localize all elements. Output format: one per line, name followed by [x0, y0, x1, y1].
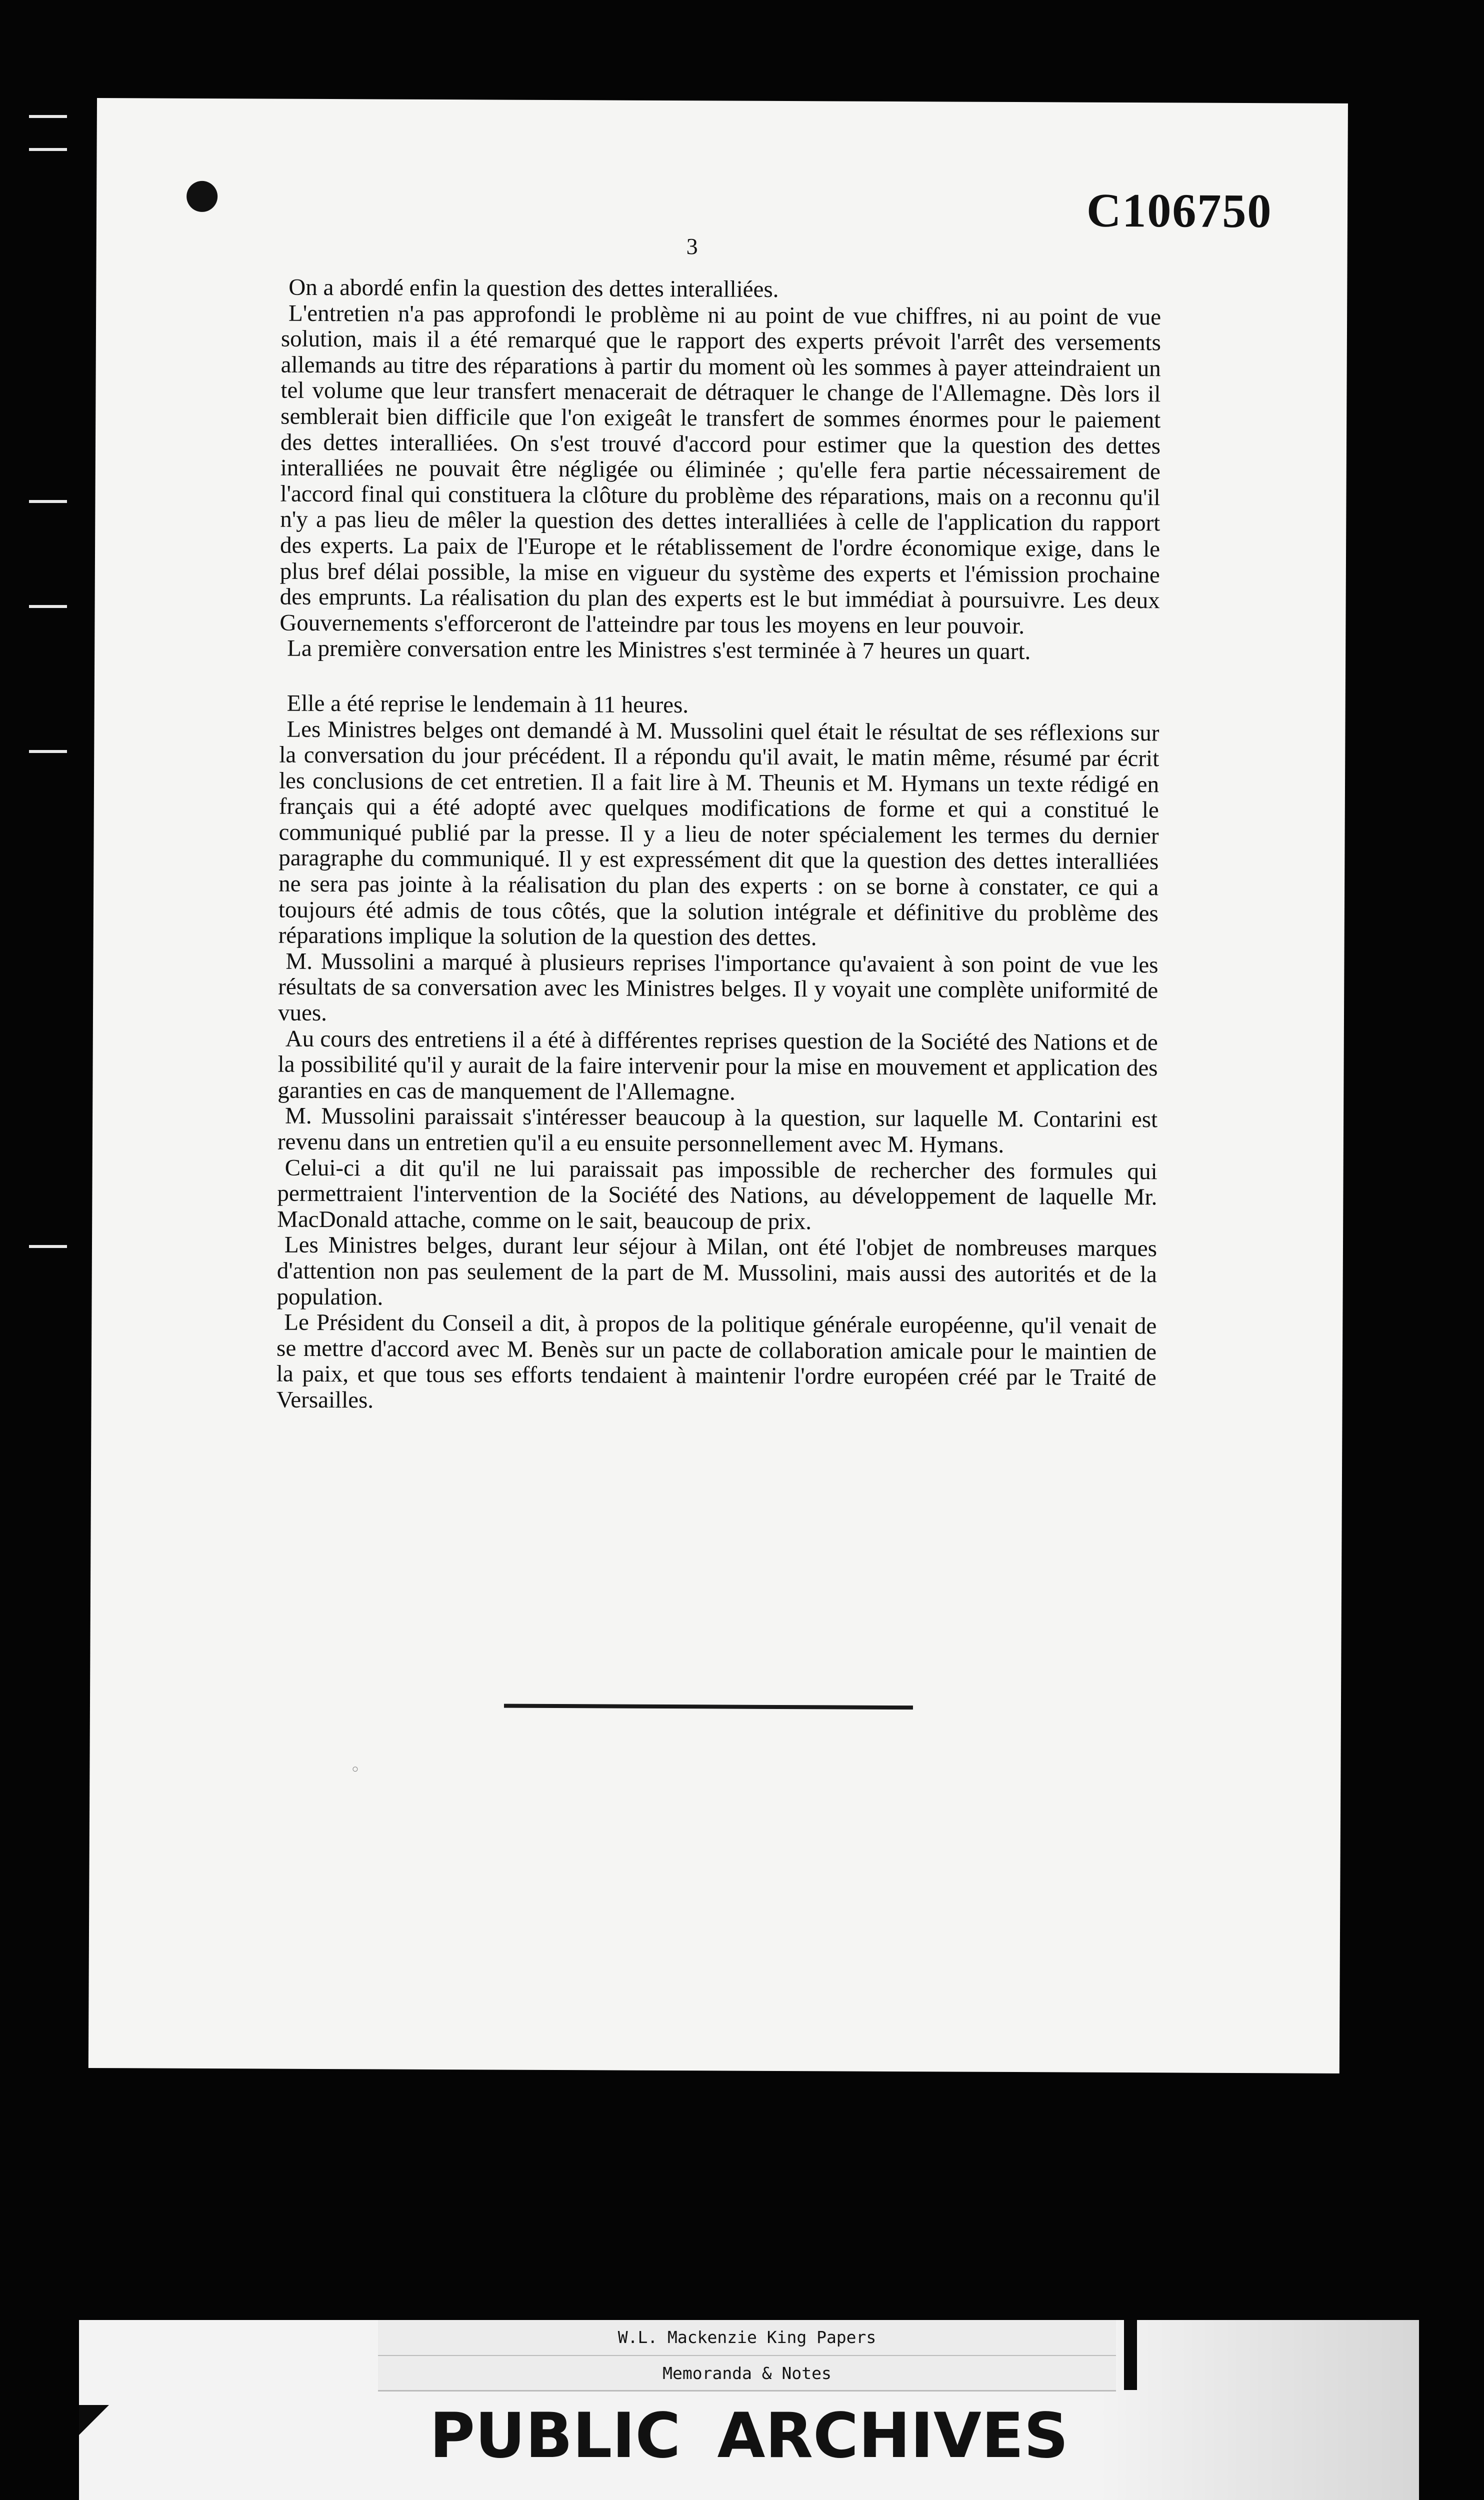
paragraph: Les Ministres belges, durant leur séjour à Milan, ont été l'objet de nombreuses marques d'attention non pas seulement de la part de M. Mussolini, mais aussi des autorités et de la population.: [276, 1232, 1158, 1310]
page-number: 3: [686, 234, 698, 260]
collection-label: [378, 2320, 1116, 2392]
archive-title-en: PUBLIC ARCHIVES: [430, 2400, 1068, 2472]
paragraph: On a abordé enfin la question des dettes interalliées.: [288, 274, 779, 302]
film-edge-mark: [29, 115, 67, 118]
document-page: [88, 98, 1348, 2074]
reference-stamp: C106750: [1086, 183, 1272, 238]
series-name: Memoranda & Notes: [662, 2364, 832, 2383]
body-text: [276, 275, 1162, 1417]
film-edge-mark: [29, 1245, 67, 1248]
paragraph: M. Mussolini paraissait s'intéresser beaucoup à la question, sur laquelle M. Contarini est revenu dans un entretien qu'il a eu ensuite personnellement avec M. Hymans.: [277, 1103, 1158, 1158]
paragraph: Au cours des entretiens il a été à différentes reprises question de la Société des Nations et de la possibilité qu'il y aurait de la faire intervenir pour la mise en mouvement et application des garanties en cas de manquement de l'Allemagne.: [278, 1026, 1158, 1106]
paragraph: Elle a été reprise le lendemain à 11 heures.: [286, 690, 689, 718]
film-edge-mark: [29, 750, 67, 753]
paragraph: Celui-ci a dit qu'il ne lui paraissait pas impossible de rechercher des formules qui permettraient l'intervention de la Société des Nations, au développement de laquelle Mr. MacDonald attache, comme on le sait, beaucoup de prix.: [277, 1154, 1158, 1235]
paper-speck: [352, 1766, 358, 1772]
film-edge-mark: [29, 500, 67, 503]
archive-card: [79, 2320, 1419, 2500]
paragraph: M. Mussolini a marqué à plusieurs reprises l'importance qu'avaient à son point de vue les résultats de sa conversation avec les Ministres belges. Il y voyait une complète uniformité de vues.: [278, 948, 1158, 1026]
paragraph: La première conversation entre les Ministres s'est terminée à 7 heures un quart.: [287, 635, 1031, 665]
punch-hole: [186, 181, 218, 212]
card-divider: [1124, 2320, 1137, 2390]
paragraph: Le Président du Conseil a dit, à propos de la politique générale européenne, qu'il venait de se mettre d'accord avec M. Benès sur un pacte de collaboration amicale pour le maintien de la paix, et que tous ses efforts tendaient à maintenir l'ordre européen créé par le Traité de Versailles.: [276, 1309, 1157, 1414]
paragraph: Les Ministres belges ont demandé à M. Mussolini quel était le résultat de ses réflexions sur la conversation du jour précédent. Il a répondu qu'il avait, le matin même, résumé par écrit les conclusions de cet entretien. Il a fait lire à M. Theunis et M. Hymans un texte rédigé en français qui a été adopté avec quelques modifications de forme et qui a constitué le communiqué publié par la presse. Il y a lieu de noter spécialement les termes du dernier paragraphe du communiqué. Il y est expressément dit que la question des dettes interalliées ne sera pas jointe à la réalisation du plan des experts : on se borne à constater, ce qui a toujours été admis de tous côtés, que la solution intégrale et définitive du problème des réparations implique la solution de la question des dettes.: [278, 716, 1160, 951]
collection-name: W.L. Mackenzie King Papers: [378, 2320, 1116, 2356]
film-edge-mark: [29, 605, 67, 608]
closing-rule: [504, 1704, 913, 1710]
paragraph: L'entretien n'a pas approfondi le problème ni au point de vue chiffres, ni au point de vue solution, mais il a été remarqué que le rapport des experts prévoit l'arrêt des versements allemands au titre des réparations à partir du moment où les sommes à payer atteindraient un tel volume que leur transfert menacerait de détraquer le change de l'Allemagne. Dès lors il semblerait bien difficile que l'on exigeât le transfert de sommes énormes pour le paiement des dettes interalliées. On s'est trouvé d'accord pour estimer que la question des dettes interalliées ne pouvait être négligée ou éliminée ; qu'elle fera partie nécessairement de l'accord final qui constituera la clôture du problème des réparations, mais on a reconnu qu'il n'y a pas lieu de mêler la question des dettes interalliées à celle de l'application du rapport des experts. La paix de l'Europe et le rétablissement de l'ordre économique exige, dans le plus bref délai possible, la mise en vigueur du système des experts et l'émission prochaine des emprunts. La réalisation du plan des experts est le but immédiat à poursuivre. Les deux Gouvernements s'efforceront de l'atteindre par tous les moyens en leur pouvoir.: [280, 300, 1162, 639]
film-edge-mark: [29, 148, 67, 151]
